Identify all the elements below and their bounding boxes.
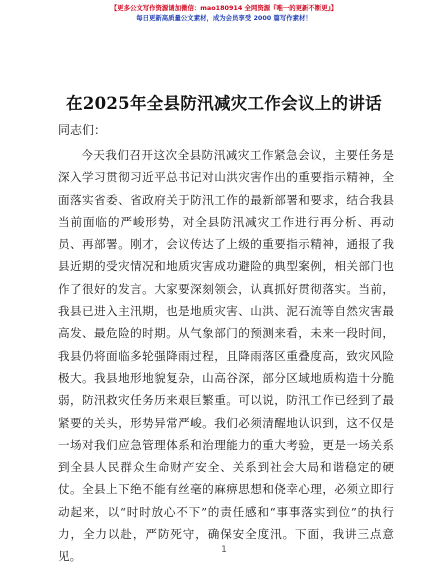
salutation: 同志们： xyxy=(58,123,107,137)
promo-banner-line2: 每日更新高质量公文素材，成为会员享受 2000 篇写作素材！ xyxy=(136,13,312,22)
promo-banner-line1: 【更多公文写作资源请加微信：mao180914 全网资源『唯一的更新不断更』】 xyxy=(110,4,338,12)
speech-body-paragraph: 今天我们召开这次全县防汛减灾工作紧急会议，主要任务是深入学习贯彻习近平总书记对山洪灾害作出的重要指示精神，全面落实省委、省政府关于防汛工作的最新部署和要求，结合我县当前面临的严峻形势，对全县防汛减灾工作进行再分析、再动员、再部署。刚才，会议传达了上级的重要指示精神，通报了我县近期的受灾情况和地质灾害成功避险的典型案例，相关部门也作了很好的发言。大家要深刻领会，认真抓好贯彻落实。当前，我县已进入主汛期，也是地质灾害、山洪、泥石流等自然灾害最高发、最危险的时期。从气象部门的预测来看，未来一段时间，我县仍将面临多轮强降雨过程，且降雨落区重叠度高，致灾风险极大。我县地形地貌复杂，山高谷深，部分区域地质构造十分脆弱，防汛救灾任务历来艰巨繁重。可以说，防汛工作已经到了最紧要的关头，形势异常严峻。我们必须清醒地认识到，这不仅是一场对我们应急管理体系和治理能力的重大考验，更是一场关系到全县人民群众生命财产安全、关系到社会大局和谐稳定的硬仗。全县上下绝不能有丝毫的麻痹思想和侥幸心理，必须立即行动起来，以“时时放心不下”的责任感和“事事落实到位”的执行力，全力以赴，严防死守，确保安全度汛。下面，我讲三点意见。 xyxy=(58,148,394,564)
speech-title: 在2025年全县防汛减灾工作会议上的讲话 xyxy=(66,94,382,113)
promo-banner xyxy=(0,4,448,23)
page-number: 1 xyxy=(221,545,227,555)
